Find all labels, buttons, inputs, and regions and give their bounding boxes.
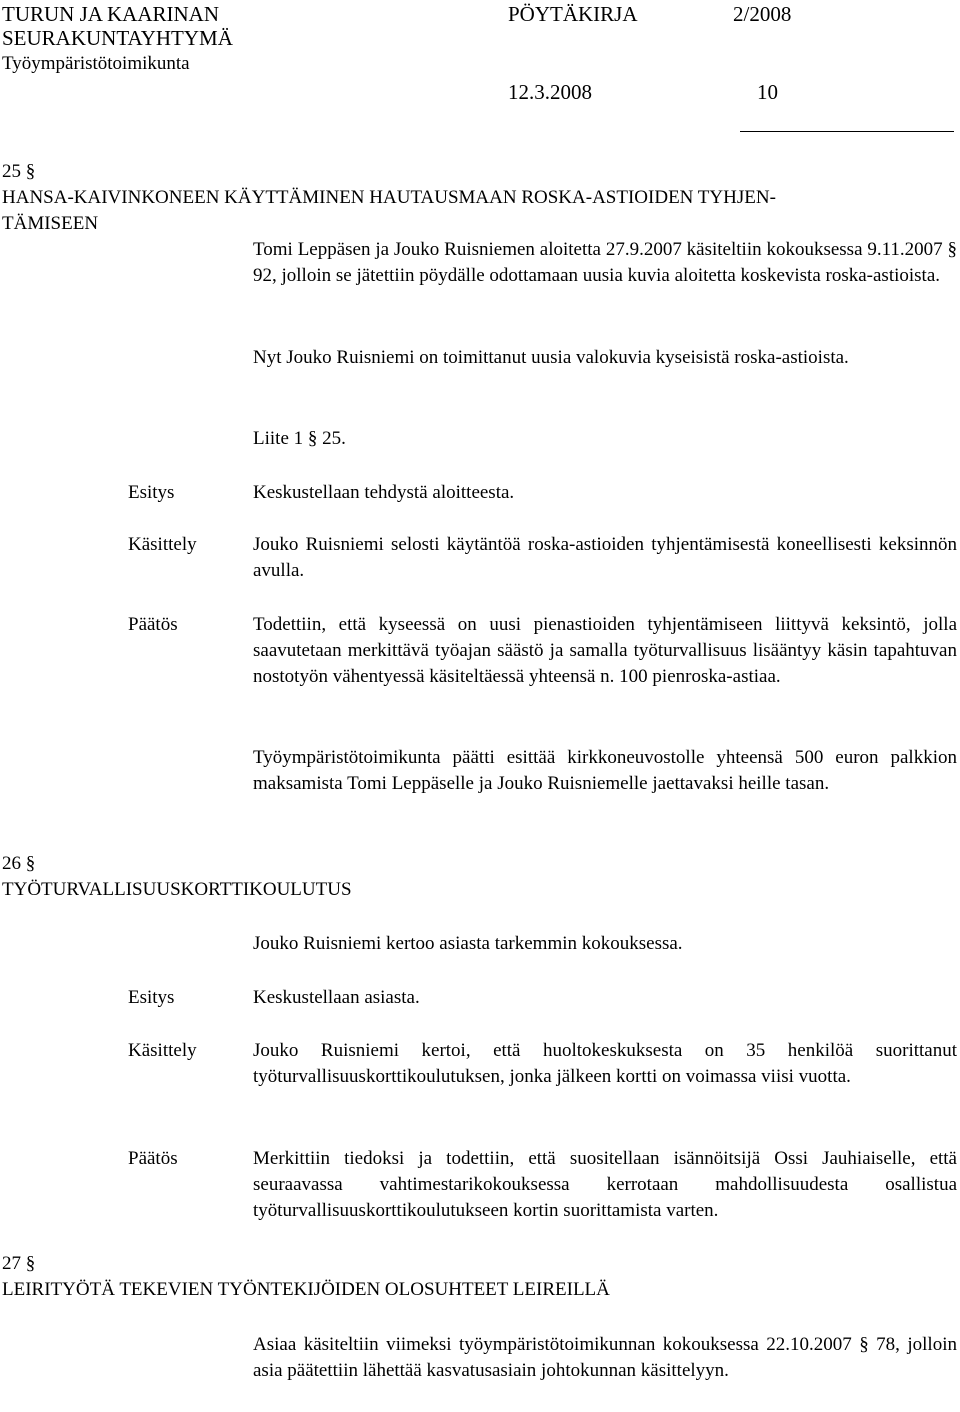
section-25-paatos-1: Todettiin, että kyseessä on uusi pienastioiden tyhjentämiseen liittyvä keksintö, jolla saavutetaan merkittävä työajan säästö ja samalla työturvallisuus lisääntyy käsin tapahtuvan nostotyön vähentyessä käsiteltäessä yhteensä n. 100 pienroska-astiaa. [253,614,957,687]
org-name-line1: TURUN JA KAARINAN [2,2,220,26]
section-25-paatos-label: Päätös [128,614,178,635]
section-26-esitys-label: Esitys [128,987,175,1008]
section-25-esitys-label: Esitys [128,482,175,503]
section-27-number: 27 § [2,1253,36,1274]
section-25-number: 25 § [2,161,36,182]
section-25-intro: Tomi Leppäsen ja Jouko Ruisniemen aloitetta 27.9.2007 käsiteltiin kokouksessa 9.11.2007 § 92, jolloin se jätettiin pöydälle odottamaan uusia kuvia aloitetta koskevista roska-astioista. [253,239,957,286]
doc-type: PÖYTÄKIRJA [508,2,638,26]
section-26-kasittely: Jouko Ruisniemi kertoi, että huoltokeskuksesta on 35 henkilöä suorittanut työturvallisuuskorttikoulutuksen, jonka jälkeen kortti on voimassa viisi vuotta. [253,1040,957,1087]
section-25-paatos-2: Työympäristötoimikunta päätti esittää kirkkoneuvostolle yhteensä 500 euron palkkion maksamista Tomi Leppäselle ja Jouko Ruisniemelle jaettavaksi heille tasan. [253,747,957,794]
meeting-date: 12.3.2008 [508,80,592,104]
section-26-esitys: Keskustellaan asiasta. [253,987,420,1008]
section-27-intro: Asiaa käsiteltiin viimeksi työympäristötoimikunnan kokouksessa 22.10.2007 § 78, jolloin asia päätettiin lähettää kasvatusasiain johtokunnan käsittelyyn. [253,1334,957,1381]
section-26-number: 26 § [2,853,36,874]
section-26-paatos: Merkittiin tiedoksi ja todettiin, että suositellaan isännöitsijä Ossi Jauhiaiselle, että seuraavassa vahtimestarikokouksessa kerrotaan mahdollisuudesta osallistua työturvallisuuskorttikoulutukseen kortin suorittamista varten. [253,1148,957,1221]
section-27-title: LEIRITYÖTÄ TEKEVIEN TYÖNTEKIJÖIDEN OLOSUHTEET LEIREILLÄ [2,1279,610,1300]
section-25-title-line1: HANSA-KAIVINKONEEN KÄYTTÄMINEN HAUTAUSMAAN ROSKA-ASTIOIDEN TYHJEN- [2,187,776,208]
doc-number: 2/2008 [733,2,792,26]
section-25-kasittely-label: Käsittely [128,534,197,555]
section-26-kasittely-label: Käsittely [128,1040,197,1061]
section-25-esitys: Keskustellaan tehdystä aloitteesta. [253,482,515,503]
section-25-kasittely: Jouko Ruisniemi selosti käytäntöä roska-astioiden tyhjentämisestä koneellisesti keksinnön avulla. [253,534,957,581]
section-25-attachment: Liite 1 § 25. [253,428,346,449]
page-number: 10 [757,80,778,104]
section-25-title-line2: TÄMISEEN [2,213,99,234]
committee-name: Työympäristötoimikunta [2,53,190,74]
section-25-photos: Nyt Jouko Ruisniemi on toimittanut uusia valokuvia kyseisistä roska-astioista. [253,347,849,368]
header-rule [740,131,954,132]
section-26-intro: Jouko Ruisniemi kertoo asiasta tarkemmin kokouksessa. [253,933,683,954]
section-26-paatos-label: Päätös [128,1148,178,1169]
org-name-line2: SEURAKUNTAYHTYMÄ [2,26,233,50]
section-26-title: TYÖTURVALLISUUSKORTTIKOULUTUS [2,879,352,900]
